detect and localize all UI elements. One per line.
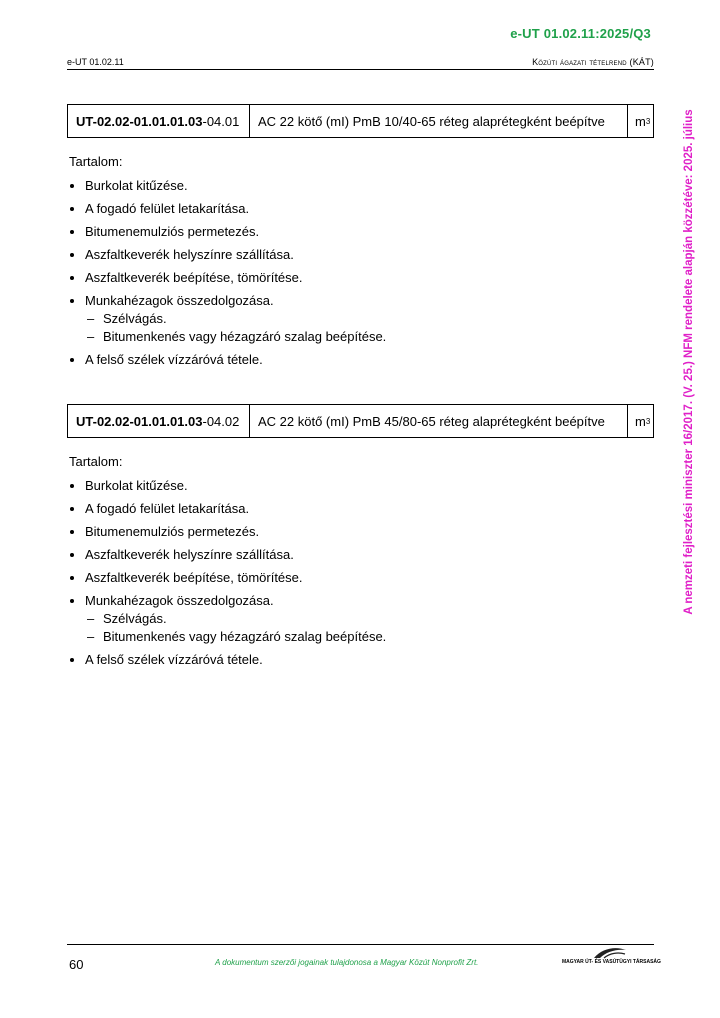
side-note-text: A nemzeti fejlesztési miniszter 16/2017. (V. 25.) NFM rendelete alapján közzétéve: 2025. július (683, 109, 695, 615)
content-heading: Tartalom: (69, 154, 123, 169)
item-code-suffix: -04.02 (202, 413, 240, 429)
logo-text: MAGYAR ÚT- ÉS VASÚTÜGYI TÁRSASÁG (562, 959, 661, 965)
list-item: Aszfaltkeverék helyszínre szállítása. (69, 547, 629, 562)
list-item (69, 293, 629, 344)
item-table-1 (67, 104, 654, 138)
footer-divider (67, 944, 654, 945)
running-header (67, 56, 654, 70)
list-item: Aszfaltkeverék beépítése, tömörítése. (69, 570, 629, 585)
item-unit (628, 105, 653, 137)
unit-base: m (635, 413, 646, 429)
list-item: Aszfaltkeverék beépítése, tömörítése. (69, 270, 629, 285)
item-code-main: UT-02.02-01.01.01.03 (76, 413, 203, 429)
unit-base: m (635, 113, 646, 129)
list-item: Burkolat kitűzése. (69, 478, 629, 493)
content-list (69, 178, 629, 367)
item-code (68, 405, 250, 437)
item-code-main: UT-02.02-01.01.01.03 (76, 113, 203, 129)
unit-exponent: 3 (645, 116, 651, 126)
content-heading: Tartalom: (69, 454, 123, 469)
unit-exponent: 3 (645, 416, 651, 426)
sub-list (85, 311, 629, 344)
list-item: Bitumenemulziós permetezés. (69, 224, 629, 239)
organization-logo (562, 946, 661, 970)
sub-list-item: – Szélvágás. (85, 311, 629, 326)
item-table-2 (67, 404, 654, 438)
list-item: Bitumenemulziós permetezés. (69, 524, 629, 539)
list-item: Burkolat kitűzése. (69, 178, 629, 193)
list-item: A felső szélek vízzáróvá tétele. (69, 352, 629, 367)
sub-list-item: – Bitumenkenés vagy hézagzáró szalag beépítése. (85, 329, 629, 344)
item-content-2 (69, 454, 629, 675)
item-code (68, 105, 250, 137)
sub-list-item: – Szélvágás. (85, 611, 629, 626)
running-header-right: Közúti ágazati tételrend (KÁT) (532, 57, 654, 67)
list-item-label: Munkahézagok összedolgozása. (85, 293, 274, 308)
item-unit (628, 405, 653, 437)
content-list (69, 478, 629, 667)
copyright-notice: A dokumentum szerzői jogainak tulajdonosa a Magyar Közút Nonprofit Zrt. (215, 958, 479, 967)
sub-list (85, 611, 629, 644)
item-description: AC 22 kötő (mI) PmB 45/80-65 réteg alaprétegként beépítve (250, 405, 628, 437)
item-description: AC 22 kötő (mI) PmB 10/40-65 réteg alaprétegként beépítve (250, 105, 628, 137)
list-item-label: Munkahézagok összedolgozása. (85, 593, 274, 608)
page-number: 60 (69, 957, 84, 972)
document-code: e-UT 01.02.11:2025/Q3 (510, 26, 651, 41)
list-item (69, 593, 629, 644)
logo-swoosh-icon (592, 946, 628, 960)
item-content-1 (69, 154, 629, 375)
list-item: A fogadó felület letakarítása. (69, 501, 629, 516)
list-item: A fogadó felület letakarítása. (69, 201, 629, 216)
running-header-left: e-UT 01.02.11 (67, 57, 124, 67)
sub-list-item: – Bitumenkenés vagy hézagzáró szalag beépítése. (85, 629, 629, 644)
item-code-suffix: -04.01 (202, 113, 240, 129)
list-item: Aszfaltkeverék helyszínre szállítása. (69, 247, 629, 262)
list-item: A felső szélek vízzáróvá tétele. (69, 652, 629, 667)
